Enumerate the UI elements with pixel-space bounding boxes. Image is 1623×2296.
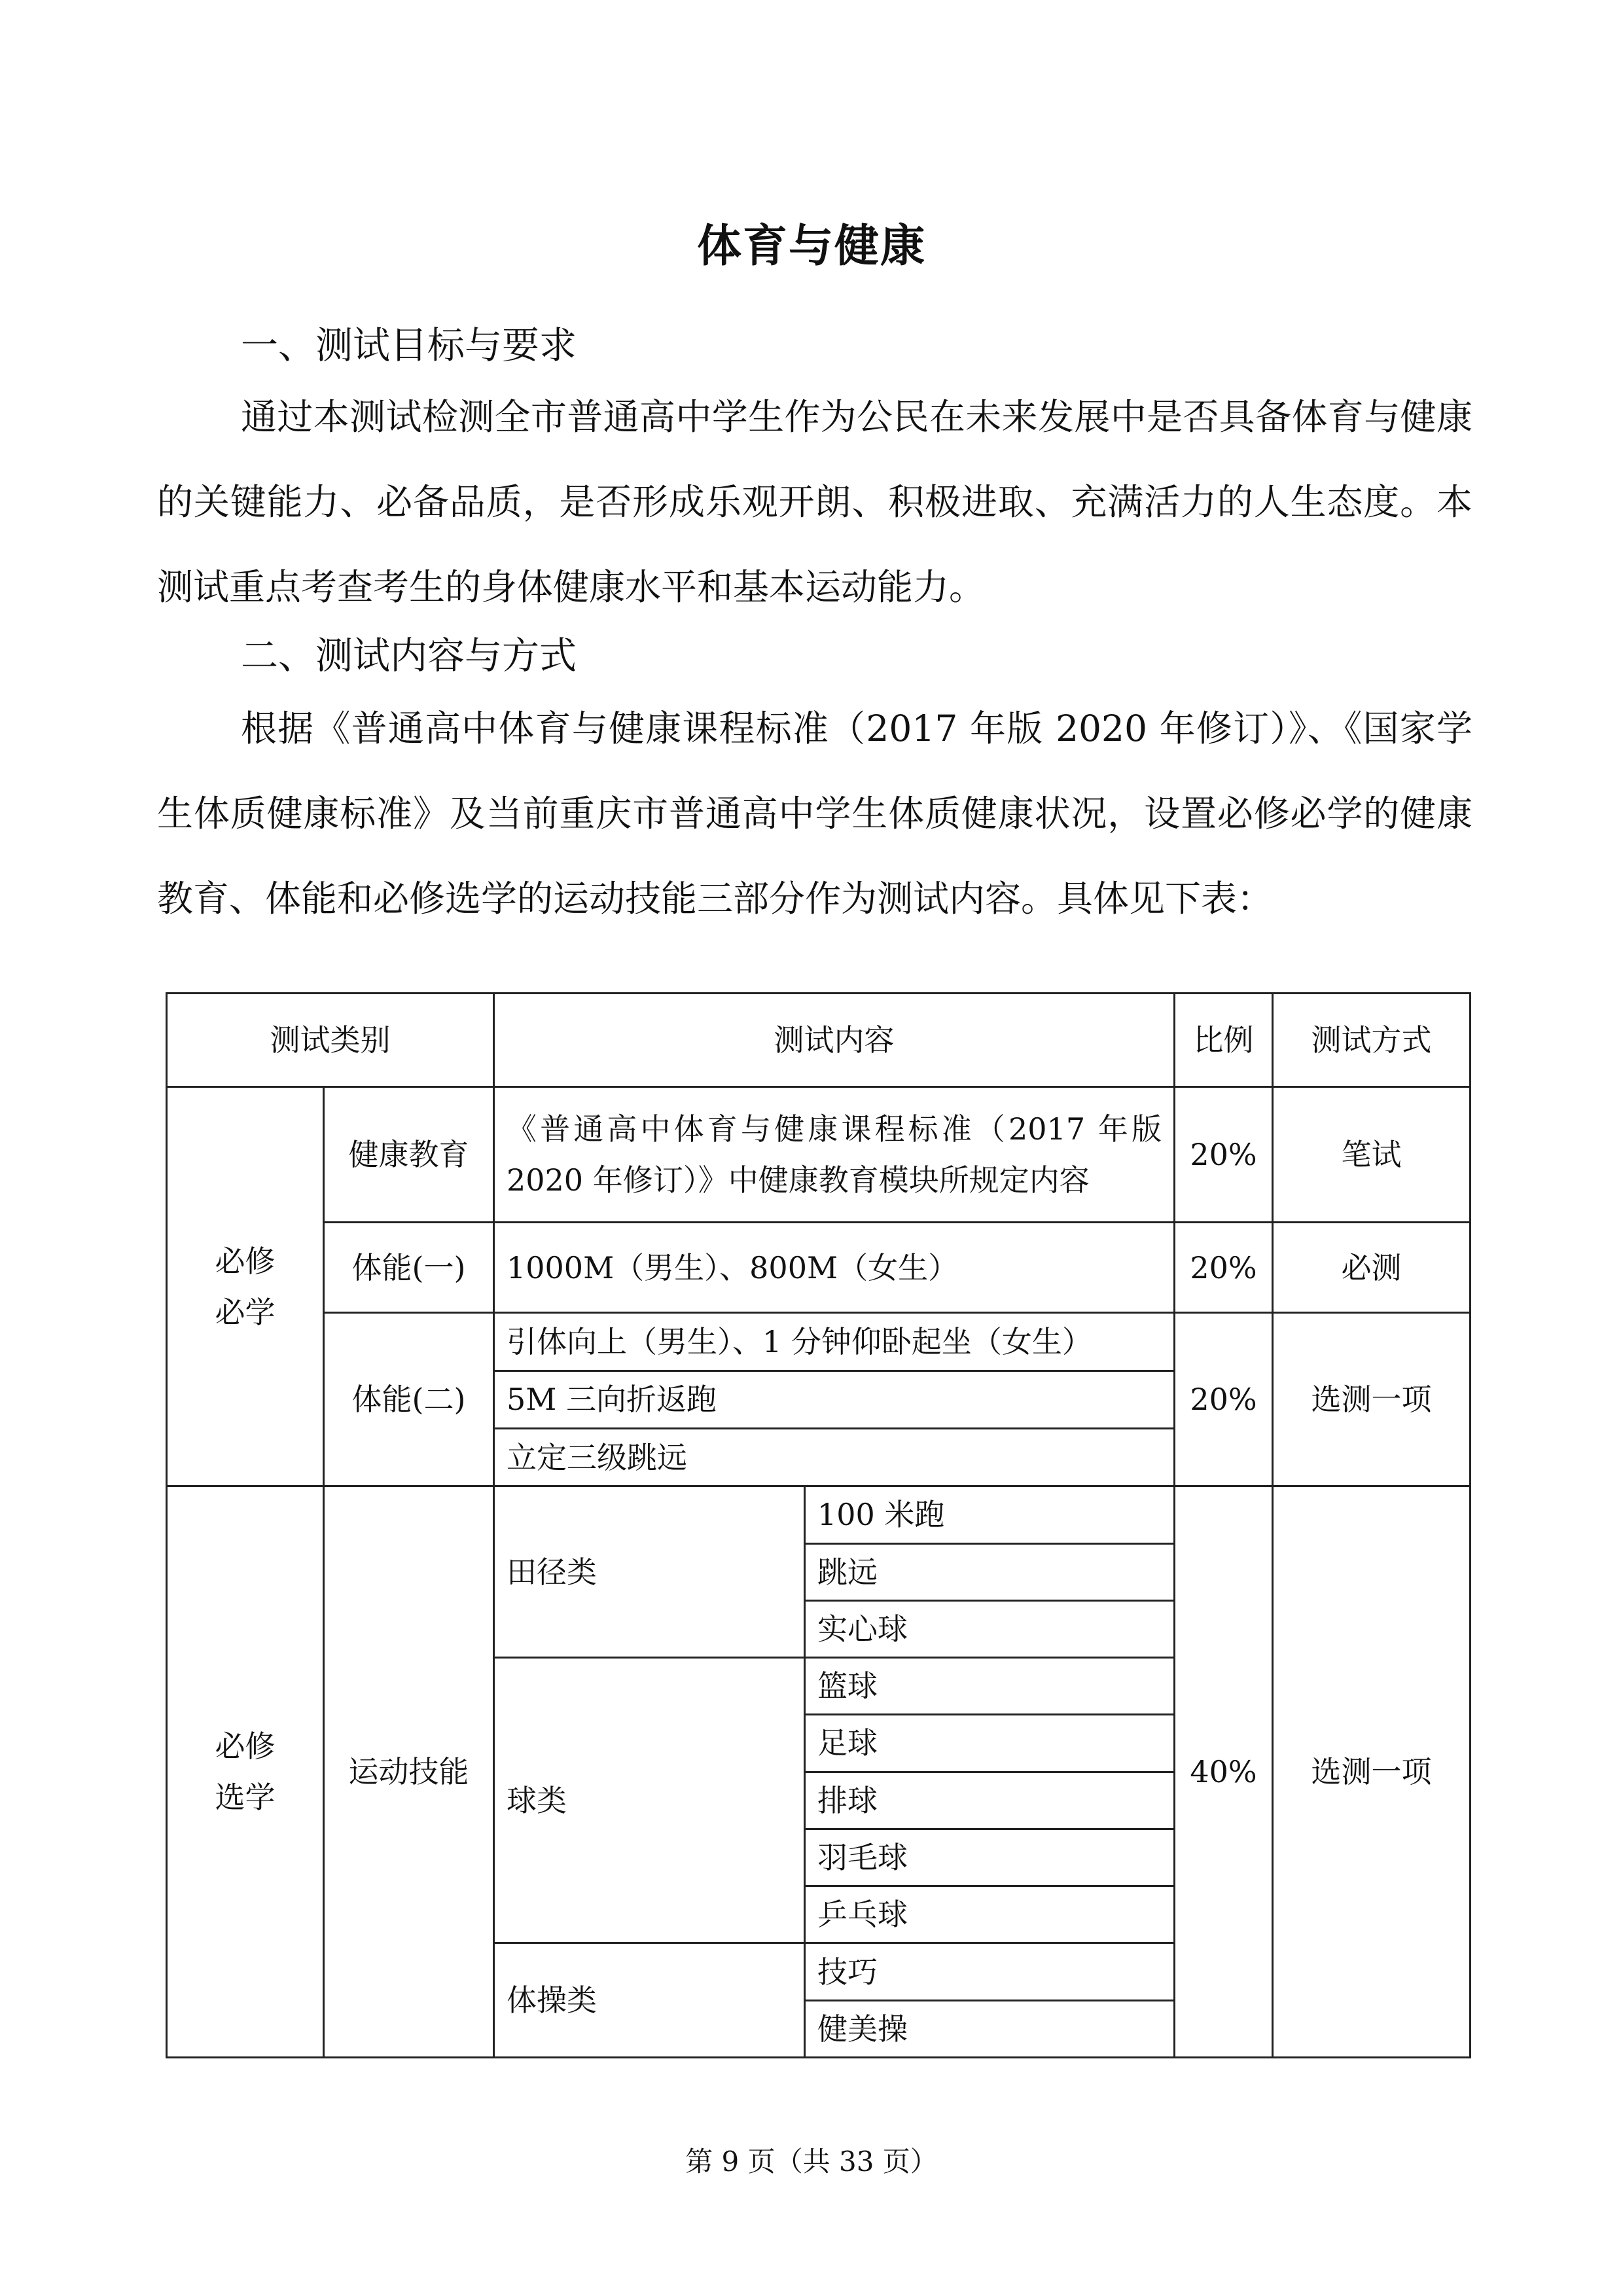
fitness1-method: 必测 [1273, 1223, 1471, 1313]
health-label: 健康教育 [324, 1087, 494, 1223]
header-ratio: 比例 [1175, 994, 1273, 1087]
track-item: 跳远 [805, 1543, 1175, 1600]
track-item: 100 米跑 [805, 1486, 1175, 1543]
group1-name: 必修必学 [167, 1087, 324, 1486]
table-row [167, 1087, 1471, 1223]
fitness1-label: 体能(一) [324, 1223, 494, 1313]
group2-ratio: 40% [1175, 1486, 1273, 2058]
test-content-table [166, 992, 1471, 2058]
header-category: 测试类别 [167, 994, 494, 1087]
gym-label: 体操类 [494, 1943, 805, 2058]
fitness2-item: 立定三级跳远 [494, 1429, 1175, 1486]
ball-item: 排球 [805, 1772, 1175, 1829]
health-method: 笔试 [1273, 1087, 1471, 1223]
ball-item: 乒乓球 [805, 1886, 1175, 1943]
fitness2-label: 体能(二) [324, 1313, 494, 1486]
fitness2-item: 引体向上（男生）、1 分钟仰卧起坐（女生） [494, 1313, 1175, 1371]
health-content: 《普通高中体育与健康课程标准（2017 年版 2020 年修订）》中健康教育模块所规定内容 [494, 1087, 1175, 1223]
track-item: 实心球 [805, 1600, 1175, 1657]
fitness1-content: 1000M（男生）、800M（女生） [494, 1223, 1175, 1313]
table-header-row [167, 994, 1471, 1087]
fitness2-ratio: 20% [1175, 1313, 1273, 1486]
ball-label: 球类 [494, 1658, 805, 1943]
group2-method: 选测一项 [1273, 1486, 1471, 2058]
table-row [167, 1486, 1471, 1543]
table-row [167, 1313, 1471, 1371]
page-title: 体育与健康 [696, 221, 926, 272]
section2-paragraph: 根据《普通高中体育与健康课程标准（2017 年版 2020 年修订）》、《国家学生体质健康标准》及当前重庆市普通高中学生体质健康状况，设置必修必学的健康教育、体能和必修选学的运动技能三部分作为测试内容。具体见下表： [157, 708, 1472, 920]
header-method: 测试方式 [1273, 994, 1471, 1087]
table-row [167, 1223, 1471, 1313]
section2-heading: 二、测试内容与方式 [241, 634, 577, 677]
fitness1-ratio: 20% [1175, 1223, 1273, 1313]
fitness2-method: 选测一项 [1273, 1313, 1471, 1486]
ball-item: 足球 [805, 1715, 1175, 1772]
section1-paragraph: 通过本测试检测全市普通高中学生作为公民在未来发展中是否具备体育与健康的关键能力、必备品质，是否形成乐观开朗、积极进取、充满活力的人生态度。本测试重点考查考生的身体健康水平和基本运动能力。 [157, 396, 1472, 608]
header-content: 测试内容 [494, 994, 1175, 1087]
group2-name: 必修选学 [167, 1486, 324, 2058]
fitness2-item: 5M 三向折返跑 [494, 1371, 1175, 1428]
section1-heading: 一、测试目标与要求 [241, 324, 577, 367]
page-footer: 第 9 页（共 33 页） [685, 2145, 938, 2178]
ball-item: 篮球 [805, 1658, 1175, 1715]
health-ratio: 20% [1175, 1087, 1273, 1223]
gym-item: 技巧 [805, 1943, 1175, 2000]
skill-label: 运动技能 [324, 1486, 494, 2058]
track-label: 田径类 [494, 1486, 805, 1658]
gym-item: 健美操 [805, 2000, 1175, 2057]
ball-item: 羽毛球 [805, 1829, 1175, 1886]
